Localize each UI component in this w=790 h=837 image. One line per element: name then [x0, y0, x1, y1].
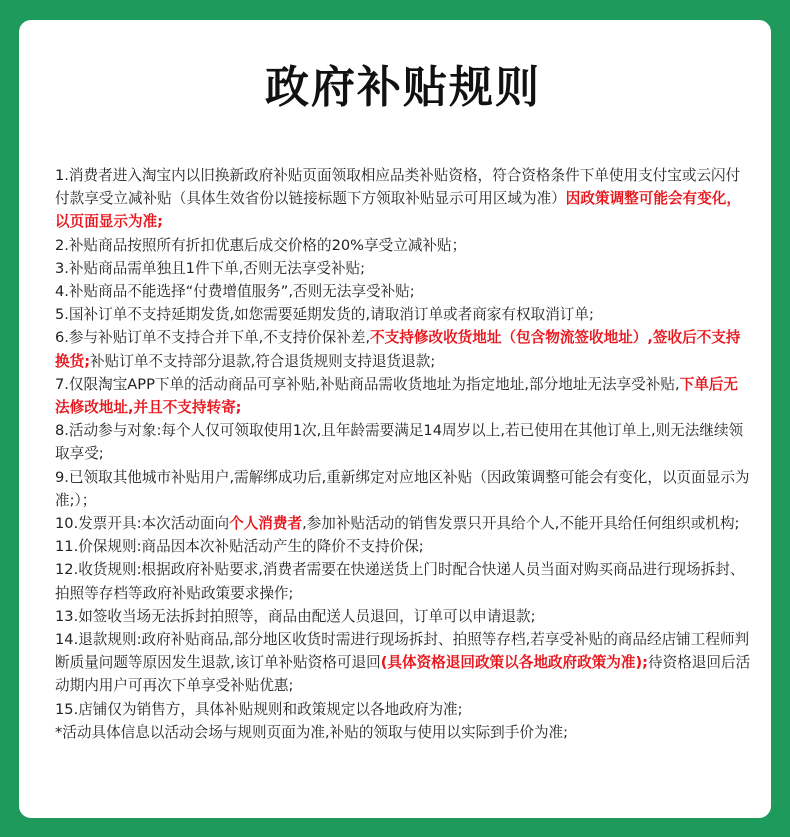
rule-text: 9.已领取其他城市补贴用户,需解绑成功后,重新绑定对应地区补贴（因政策调整可能会有变化，以页面显示为准;）；	[55, 468, 750, 509]
rule-text: 11.价保规则:商品因本次补贴活动产生的降价不支持价保;	[55, 538, 424, 556]
rule-text: 5.国补订单不支持延期发货,如您需要延期发货的,请取消订单或者商家有权取消订单;	[55, 306, 594, 324]
rule-item	[55, 326, 751, 372]
rule-item	[55, 257, 751, 280]
rule-text: 6.参与补贴订单不支持合并下单,不支持价保补差,	[55, 329, 371, 347]
rule-text: 13.如签收当场无法拆封拍照等，商品由配送人员退回，订单可以申请退款;	[55, 607, 536, 625]
rule-item	[55, 466, 751, 512]
rules-card	[19, 20, 771, 818]
rule-item	[55, 419, 751, 465]
rule-item	[55, 698, 751, 721]
rule-highlight-text: 个人消费者	[229, 515, 303, 533]
rule-text: 8.活动参与对象:每个人仅可领取使用1次,且年龄需要满足14周岁以上,若已使用在其他订单上,则无法继续领取享受;	[55, 422, 744, 463]
rule-item	[55, 303, 751, 326]
rule-text: 12.收货规则:根据政府补贴要求,消费者需要在快递送货上门时配合快递人员当面对购买商品进行现场拆封、拍照等存档等政府补贴政策要求操作;	[55, 561, 745, 602]
rule-text: 补贴订单不支持部分退款,符合退货规则支持退货退款;	[90, 352, 436, 370]
rule-item	[55, 512, 751, 535]
rule-item	[55, 234, 751, 257]
rule-highlight-text: (具体资格退回政策以各地政府政策为准);	[380, 654, 648, 672]
rule-text: 10.发票开具:本次活动面向	[55, 515, 230, 533]
rule-item	[55, 280, 751, 303]
rule-text: 1.消费者进入淘宝内以旧换新政府补贴页面领取相应品类补贴资格，符合资格条件下单使用支付宝或云闪付付款享受立减补贴（具体生效省份以链接标题下方领取补贴显示可用区域为准）	[55, 167, 741, 208]
rule-text: 14.退款规则:政府补贴商品,部分地区收货时需进行现场拆封、拍照等存档,若享受补贴的商品经店铺工程师判断质量问题等原因发生退款,该订单补贴资格可退回	[55, 631, 750, 672]
rule-text: 2.补贴商品按照所有折扣优惠后成交价格的20%享受立减补贴；	[55, 236, 467, 254]
rule-highlight-text: 下单后无法修改地址,并且不支持转寄;	[55, 375, 738, 417]
rule-item	[55, 373, 751, 419]
rule-text: ,参加补贴活动的销售发票只开具给个人,不能开具给任何组织或机构;	[302, 515, 740, 533]
rule-item	[55, 164, 751, 234]
rule-text: 4.补贴商品不能选择“付费增值服务”,否则无法享受补贴;	[55, 283, 415, 301]
rule-item	[55, 535, 751, 558]
rule-highlight-text: 不支持修改收货地址（包含物流签收地址）,签收后不支持换货;	[55, 329, 741, 370]
rule-text: 3.补贴商品需单独且1件下单,否则无法享受补贴;	[55, 259, 366, 277]
page-title: 政府补贴规则	[265, 62, 541, 113]
rule-highlight-text: 因政策调整可能会有变化，以页面显示为准;	[55, 190, 741, 231]
rule-item	[55, 721, 751, 744]
rule-text: 15.店铺仅为销售方，具体补贴规则和政策规定以各地政府为准;	[55, 700, 463, 718]
rule-text: *活动具体信息以活动会场与规则页面为准,补贴的领取与使用以实际到手价为准;	[55, 723, 569, 741]
rule-item	[55, 558, 751, 604]
rule-item	[55, 605, 751, 628]
rule-text: 待资格退回后活动期内用户可再次下单享受补贴优惠;	[55, 654, 751, 695]
rule-item	[55, 628, 751, 698]
rule-text: 7.仅限淘宝APP下单的活动商品可享补贴,补贴商品需收货地址为指定地址,部分地址无法享受补贴,	[55, 375, 680, 393]
rules-list	[55, 164, 751, 744]
